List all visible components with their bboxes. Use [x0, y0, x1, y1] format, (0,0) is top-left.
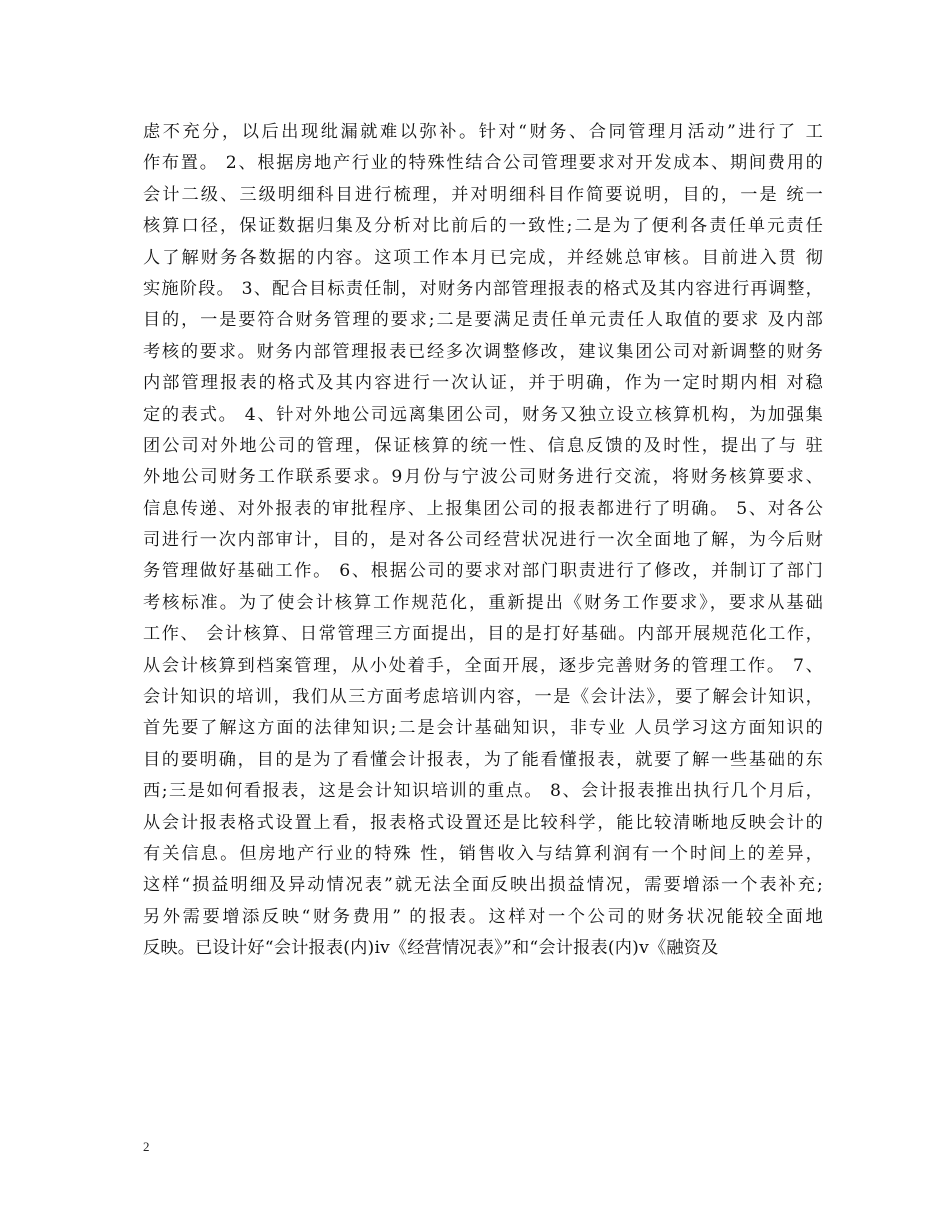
text-line: 信息传递、对外报表的审批程序、上报集团公司的报表都进行了明确。 5、对各公: [143, 498, 823, 519]
text-line: 虑不充分，以后出现纰漏就难以弥补。针对“财务、合同管理月活动”进行了 工: [143, 122, 823, 142]
text-line: 西;三是如何看报表，这是会计知识培训的重点。 8、会计报表推出执行几个月后，: [143, 781, 823, 802]
text-line: 作布置。 2、根据房地产行业的特殊性结合公司管理要求对开发成本、期间费用的: [143, 153, 823, 174]
text-line: 另外需要增添反映“财务费用” 的报表。这样对一个公司的财务状况能较全面地: [143, 906, 823, 927]
text-line: 司进行一次内部审计，目的，是对各公司经营状况进行一次全面地了解，为今后财: [143, 530, 823, 551]
text-line: 实施阶段。 3、配合目标责任制，对财务内部管理报表的格式及其内容进行再调整，: [143, 278, 823, 299]
text-line: 反映。已设计好“会计报表(内)ⅳ《经营情况表》”和“会计报表(内)ⅴ《融资及: [143, 938, 719, 959]
body-text: [143, 117, 823, 965]
text-line: 这样“损益明细及异动情况表”就无法全面反映出损益情况，需要增添一个表补充;: [143, 875, 823, 896]
text-line: 团公司对外地公司的管理，保证核算的统一性、信息反馈的及时性，提出了与 驻: [143, 435, 823, 456]
text-line: 人了解财务各数据的内容。这项工作本月已完成，并经姚总审核。目前进入贯 彻: [143, 247, 823, 268]
text-line: 有关信息。但房地产行业的特殊 性，销售收入与结算利润有一个时间上的差异，: [143, 843, 823, 864]
text-line: 外地公司财务工作联系要求。9月份与宁波公司财务进行交流，将财务核算要求、: [143, 467, 823, 488]
text-line: 内部管理报表的格式及其内容进行一次认证，并于明确，作为一定时期内相 对稳: [143, 373, 823, 394]
text-line: 目的，一是要符合财务管理的要求;二是要满足责任单元责任人取值的要求 及内部: [143, 310, 823, 331]
text-line: 定的表式。 4、针对外地公司远离集团公司，财务又独立设立核算机构，为加强集: [143, 404, 823, 425]
text-line: 会计知识的培训，我们从三方面考虑培训内容，一是《会计法》，要了解会计知识，: [143, 687, 823, 708]
text-line: 务管理做好基础工作。 6、根据公司的要求对部门职责进行了修改，并制订了部门: [143, 561, 823, 582]
text-line: 目的要明确，目的是为了看懂会计报表，为了能看懂报表，就要了解一些基础的东: [143, 749, 823, 770]
text-line: 首先要了解这方面的法律知识;二是会计基础知识，非专业 人员学习这方面知识的: [143, 718, 823, 739]
page-number: 2: [143, 1139, 150, 1154]
text-line: 会计二级、三级明细科目进行梳理，并对明细科目作简要说明，目的，一是 统一: [143, 184, 823, 205]
text-line: 从会计报表格式设置上看，报表格式设置还是比较科学，能比较清晰地反映会计的: [143, 812, 823, 833]
text-line: 从会计核算到档案管理，从小处着手，全面开展，逐步完善财务的管理工作。 7、: [143, 655, 823, 676]
text-line: 考核的要求。财务内部管理报表已经多次调整修改，建议集团公司对新调整的财务: [143, 341, 823, 362]
text-line: 考核标准。为了使会计核算工作规范化，重新提出《财务工作要求》，要求从基础: [143, 592, 823, 613]
text-line: 工作、 会计核算、日常管理三方面提出，目的是打好基础。内部开展规范化工作，: [143, 624, 823, 645]
text-line: 核算口径，保证数据归集及分析对比前后的一致性;二是为了便利各责任单元责任: [143, 216, 823, 237]
